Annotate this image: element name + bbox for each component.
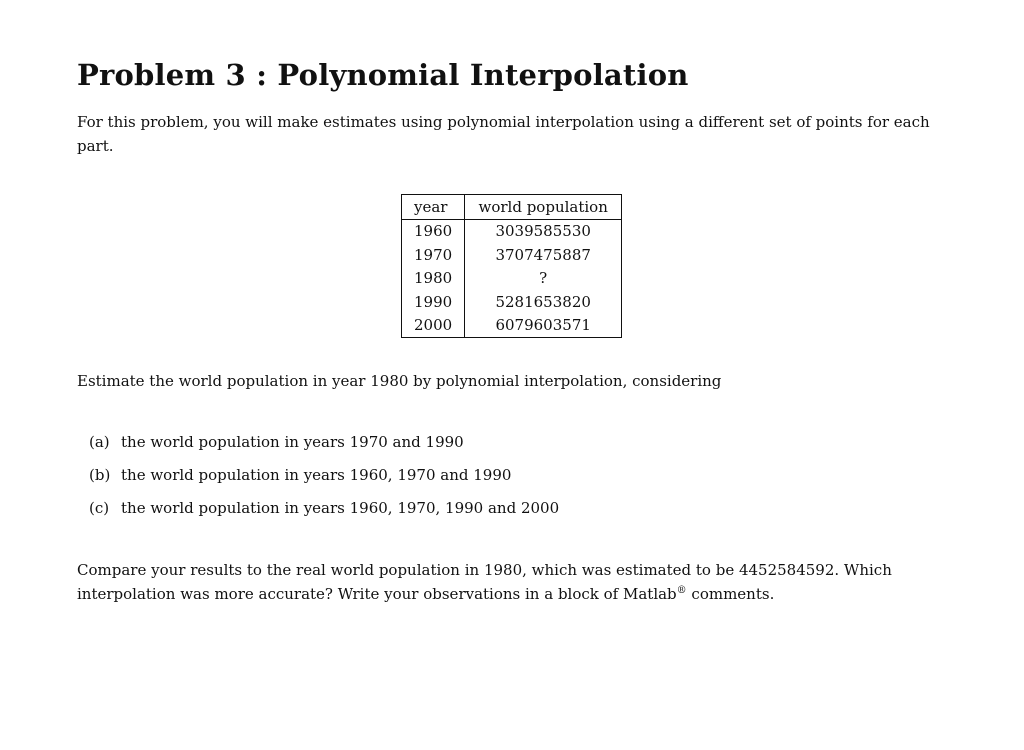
table-row xyxy=(402,314,622,338)
table-row xyxy=(402,290,622,314)
cell-population: 5281653820 xyxy=(465,290,622,314)
part-text: the world population in years 1960, 1970, 1990 and 2000 xyxy=(121,499,560,517)
cell-year: 1980 xyxy=(402,267,465,291)
list-item xyxy=(89,463,559,496)
table-row xyxy=(402,243,622,267)
column-header-year: year xyxy=(402,195,465,220)
population-table xyxy=(401,194,622,338)
table-header-row xyxy=(402,195,622,220)
table-row xyxy=(402,267,622,291)
page-title: Problem 3 : Polynomial Interpolation xyxy=(77,58,689,92)
list-item xyxy=(89,496,559,529)
compare-text: Compare your results to the real world population in 1980, which was estimated to be 4452584592. Which interpolation was more accurate? Write your observations in a block of Matlab xyxy=(77,561,892,603)
part-marker: (b) xyxy=(89,466,111,484)
cell-year: 1960 xyxy=(402,219,465,243)
cell-year: 1970 xyxy=(402,243,465,267)
cell-population: 3707475887 xyxy=(465,243,622,267)
registered-mark: ® xyxy=(676,585,687,596)
cell-population: ? xyxy=(465,267,622,291)
compare-paragraph xyxy=(77,558,945,606)
cell-year: 2000 xyxy=(402,314,465,338)
parts-list xyxy=(89,430,559,529)
part-text: the world population in years 1970 and 1990 xyxy=(121,433,464,451)
part-marker: (a) xyxy=(89,433,110,451)
intro-paragraph: For this problem, you will make estimates using polynomial interpolation using a different set of points for each part. xyxy=(77,113,930,155)
cell-population: 3039585530 xyxy=(465,219,622,243)
compare-text-end: comments. xyxy=(686,585,775,603)
table-row xyxy=(402,219,622,243)
part-text: the world population in years 1960, 1970 and 1990 xyxy=(121,466,512,484)
estimate-prompt: Estimate the world population in year 1980 by polynomial interpolation, considering xyxy=(77,372,722,390)
cell-year: 1990 xyxy=(402,290,465,314)
column-header-population: world population xyxy=(465,195,622,220)
list-item xyxy=(89,430,559,463)
part-marker: (c) xyxy=(89,499,110,517)
population-table-container xyxy=(401,194,622,338)
cell-population: 6079603571 xyxy=(465,314,622,338)
